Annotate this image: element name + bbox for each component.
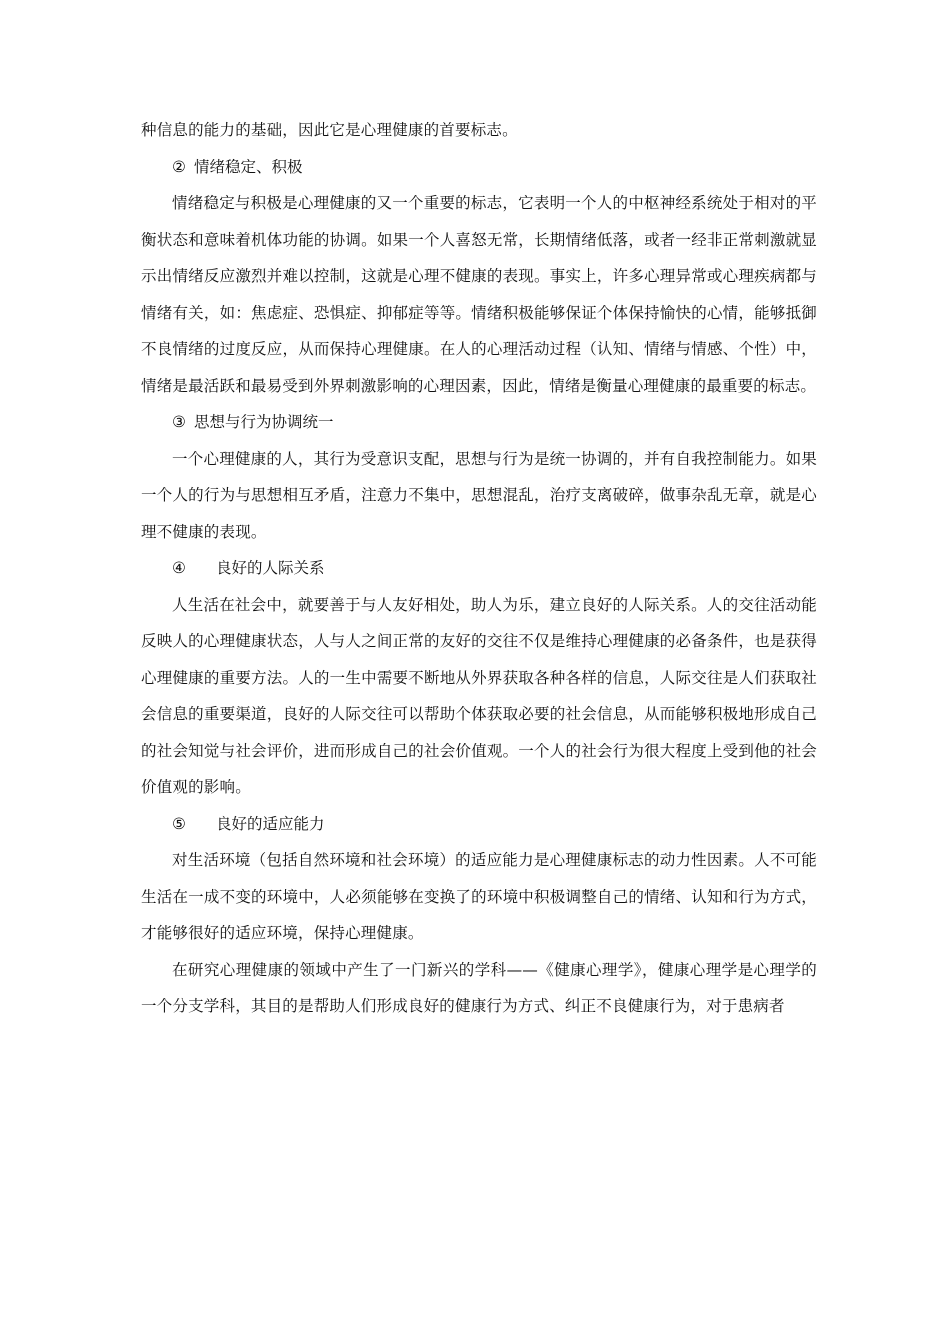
- heading-number: ②: [172, 157, 186, 176]
- document-body: [141, 112, 817, 1025]
- paragraph-health-psychology: 在研究心理健康的领域中产生了一门新兴的学科——《健康心理学》，健康心理学是心理学的一个分支学科，其目的是帮助人们形成良好的健康行为方式、纠正不良健康行为，对于患病者: [141, 960, 817, 1015]
- heading-number: ③: [172, 413, 186, 431]
- paragraph-emotion: 情绪稳定与积极是心理健康的又一个重要的标志，它表明一个人的中枢神经系统处于相对的平衡状态和意味着机体功能的协调。如果一个人喜怒无常，长期情绪低落，或者一经非正常刺激就显示出情绪反应激烈并难以控制，这就是心理不健康的表现。事实上，许多心理异常或心理疾病都与情绪有关，如：焦虑症、恐惧症、抑郁症等等。情绪积极能够保证个体保持愉快的心情，能够抵御不良情绪的过度反应，从而保持心理健康。在人的心理活动过程（认知、情绪与情感、个性）中，情绪是最活跃和最易受到外界刺激影响的心理因素，因此，情绪是衡量心理健康的最重要的标志。: [141, 194, 817, 395]
- heading-title: 良好的适应能力: [216, 814, 325, 833]
- section-heading-emotion: [141, 149, 817, 186]
- paragraph-relationships: 人生活在社会中，就要善于与人友好相处，助人为乐，建立良好的人际关系。人的交往活动能反映人的心理健康状态，人与人之间正常的友好的交往不仅是维持心理健康的必备条件，也是获得心理健康的重要方法。人的一生中需要不断地从外界获取各种各样的信息，人际交往是人们获取社会信息的重要渠道，良好的人际交往可以帮助个体获取必要的社会信息，从而能够积极地形成自己的社会知觉与社会评价，进而形成自己的社会价值观。一个人的社会行为很大程度上受到他的社会价值观的影响。: [141, 595, 817, 796]
- paragraph-adaptation: 对生活环境（包括自然环境和社会环境）的适应能力是心理健康标志的动力性因素。人不可能生活在一成不变的环境中，人必须能够在变换了的环境中积极调整自己的情绪、认知和行为方式，才能够很好的适应环境，保持心理健康。: [141, 851, 817, 942]
- section-heading-adaptation: [141, 806, 817, 843]
- heading-title: 良好的人际关系: [216, 559, 325, 577]
- section-heading-relationships: [141, 550, 817, 587]
- paragraph-continuation: 种信息的能力的基础，因此它是心理健康的首要标志。: [141, 121, 518, 139]
- heading-number: ④: [172, 559, 186, 577]
- paragraph-thought-behavior: 一个心理健康的人，其行为受意识支配，思想与行为是统一协调的，并有自我控制能力。如果一个人的行为与思想相互矛盾，注意力不集中，思想混乱，治疗支离破碎，做事杂乱无章，就是心理不健康的表现。: [141, 449, 817, 541]
- heading-title: 思想与行为协调统一: [194, 413, 334, 431]
- section-heading-thought-behavior: [141, 404, 817, 441]
- heading-number: ⑤: [172, 814, 186, 833]
- heading-title: 情绪稳定、积极: [194, 157, 303, 176]
